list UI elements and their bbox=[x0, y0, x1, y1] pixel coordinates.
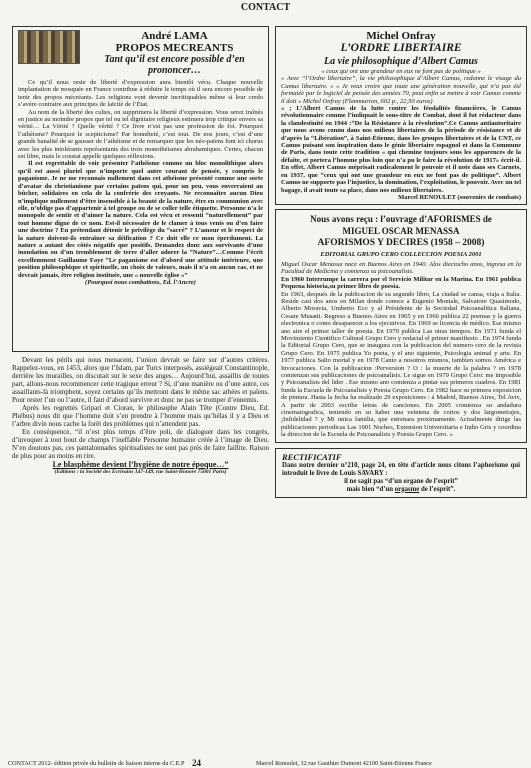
page-header: CONTACT bbox=[240, 2, 291, 13]
onfray-author: Michel Onfray bbox=[366, 30, 436, 42]
footer-right: Marcel Renoulet, 32 rue Gauthier Dumont 42100 Saint-Etienne France bbox=[256, 760, 432, 767]
menassa-paragraph: Miguel Oscar Menassa nace en Buenos Aires en 1940. Alos dieciocho anos, ingresa en la Facultad de Medicina y comienza su psicoanalisis. bbox=[281, 260, 521, 276]
onfray-article-box bbox=[275, 26, 527, 205]
lama-article-box bbox=[12, 26, 269, 352]
rectificatif-line-2 bbox=[282, 486, 520, 494]
rectificatif-line-1: il ne sagit pas “d’un organe de l’esprit” bbox=[344, 477, 458, 485]
menassa-intro: Nous avons reçu : l’ouvrage d’AFORISMES de bbox=[310, 213, 492, 224]
lama-body-paragraph: En conséquence, “il n’est plus temps d’être poli, de dialoguer dans les congrès, d’invoquer à tout bout de champs l’ineffable Personne humaine créée à l’image de Dieu. N’en doutons pas, ces pantalonnades spiritualistes ne sont pas près de faire faillite. Raison de plus pour au moins en rire. bbox=[12, 428, 269, 460]
lama-paragraph: Ce qu’il nous reste de liberté d’expression aura bientôt vécu. Chaque nouvelle implantation de mosquée en France contribue à réduire le temps où il sera encore possible de tenir des propos mécréants. Les religions vont devenir incritiquables même si leur credo s’avère contraire aux principes de laïcité de l’État. bbox=[18, 79, 263, 109]
page-number: 24 bbox=[192, 758, 201, 768]
onfray-epigraph: « ceux qui ont une grandeur en eux ne font pas de politique » bbox=[321, 68, 481, 75]
menassa-book-title: AFORISMOS Y DECIRES (1958 – 2008) bbox=[317, 237, 485, 248]
onfray-paragraph: « Avec “l’Ordre libertaire”, la vie philosophique d’Albert Camus, redonne le visage du Camus libertaire. » « Je veux croire que toute une génération nouvelle, qui n’a pas été formatée par le logiciel de pensée des années 70, peut enfin se mettre à voir Camus comme il doit » Michel Onfray (Flammarion, 602 p., 22,50 euros) bbox=[281, 75, 521, 105]
lama-body-paragraph: Après les regrettés Gripari et Cioran, le philosophe Alain Tête (Contre Dieu, Ed. Phébus) nous dit que l’homme doit s’en prendre à l’homme mais qu’hélas il y a Dieu et l’arbre divin nous cache la forêt des problèmes qui n’attendent pas. bbox=[12, 404, 269, 428]
menassa-paragraph: En 1963, después de la publicacion de su segundo libro, La ciudad se cansa, viaja a Italia. Reside casi dos anos en Milan donde conoce a Eugenio Montale, Salvatore Quasimodo, Alberto Moravia, Umberto Eco y al Présidente de la Sociedad Psicoanalitica Italiana, Cesare Musatti. Regreso a Buenos Aires en 1965 y en 1966 publica 22 poemas y la guerra electronica o como desaparecer a los ejecutivos. En 1969 se licencia de médico. Ese mismo ano aire el primer taller de poesia. En 1970 publica Las otras tiempos. En 1971 funda el Movimiento Cientifico Cultural Grupo Cero y redactal el primer manifiesto . En 1974 funda la Editorial Grupo Cero, que se inaugura con la publicacion del numero cero de la revista Grupo Cero. En 1975 publica Yo poeta, y el ano siguiente, Psicologia animal y arte. En 1977 publica Salto mortal y en 1978 Canto a nosotros mismos, tambien somos América e Invocaciones. Con la publicacion :Perversion ? O : la muerte de la palabra ? en 1978 comienzan sus publicaciones de psicoanalisis. Le sigue en 1979 Grupo Cero: me imposible y Psicoanalisis del lider . Ese mismo ano comienza a pintar sus primeros cuadros. En 1981 funda la Escuela de Psicoanalisis y Poesia Grupo Cero. En 1982 hace su primera exposicion de pintura. Hasta la fecha ha realizado 29 exposiciones : á Madrid, Buenos Aires, Tel Aviv, A partir de 2003 escribe letras de canciones. En 2005 comienza su andadura cinematografica, teniendo en su haber una veintena de cortos y dos largometrajes, ¡Infidelidad ? y Mi unica familia, que estrenara proximamente. Actualmente dirige las publicaciones periodicas Las 1001 Noches, Extension Universitaria e Indio Gris y coordina la direccion de la Escuela de Psicoanalisis y Poesia Grupo Cero. » bbox=[281, 290, 521, 439]
lama-continuation bbox=[12, 356, 269, 476]
lama-body-paragraph: Devant les périls qui nous menacent, l’union devrait se faire sur d’autres critères. Rappelez-vous, en 1453, alors que l’Islam, par Turcs interposés, assiégeait Constantinople, derrière les murailles, on discutait sur le sexe des anges… Aujourd’hui, assaillis de toutes part, allons-nous recommencer cette tragique erreur ? Si, d’une manière ou d’une autre, ces assaillants-là triomphent, soyez certains qu’ils mettront dans le même sac athées et païens. Pour rester l’un ou l’autre, il faut d’abord survivre et donc ne pas se tromper d’ennemis. bbox=[12, 356, 269, 404]
footer-left: CONTACT 2012- édition privée du bulletin de liaison interne du C.E.P bbox=[8, 760, 185, 767]
lama-quote-source: (Pourquoi nous combattons, Ed. l’Ancre) bbox=[85, 278, 196, 286]
rectificatif-box bbox=[275, 448, 527, 498]
lama-title: PROPOS MECREANTS bbox=[115, 42, 234, 54]
menassa-article-box bbox=[275, 209, 527, 443]
lama-paragraph: Il est regrettable de voir présenter l’athéisme comme un bloc monolithique alors qu’il est aussi pluriel que n’importe quel autre courant de pensée, y compris le paganisme. Je ne me reconnais nullement dans cet athéisme présenté comme une sorte d’avatar du christianisme par certains païens qui, pour un peu, vous enverraient au bûcher, solidaires en cela de la confrérie des croyants. Ne reconnaître aucun Dieu n’implique nullement d’être insensible à la beauté de la nature, être en communion avec elle, n’oblige pas d’appartenir à tel groupe ou de se coller telle étiquette. Personne n’a le monopole de sentir et d’aimer la nature. Cela est vécu et ressenti “naturellement” par tout homme digne de ce nom. Est-il nécessaire de le clamer à tous vents ou d’en faire une doctrine ? En prétendant détenir le privilège du “sacré” ? L’amour et le respect de la nature doivent-ils entraîner sa déification ? Ce doit elle ce mon éperdument. La nature a autant des côtés négatifs que positifs. Demandez donc aux survivants d’une inondation ou d’un tremblement de terre d’aller adorer la “Nature”…Comme l’écrit excellemment Guillaume Faye “Le paganisme est d’abord une attitude intérieure, une position philosophique et spirituelle, un choix de valeurs, mais il n’a en aucun cas, et ne devrait jamais, être religion instituée, une « nouvelle église »” bbox=[18, 160, 263, 279]
menassa-author: MIGUEL OSCAR MENASSA bbox=[342, 225, 460, 236]
rectificatif-line-2-start: mais bien “d’un bbox=[346, 485, 395, 493]
right-column bbox=[275, 26, 527, 732]
lama-author: André LAMA bbox=[141, 30, 208, 42]
lama-publisher: (Editions : la Société des Ecrivains 147-149, rue Saint-Honoré 75001 Paris) bbox=[54, 469, 227, 475]
onfray-paragraph: « ; L’Albert Camus de la lutte contre les féodalités financières, le Camus révolutionnaire comme l’indiquait le sous-titre de Combat, dont il fut rédacteur dans la clandestinité en 1944 :“De la Résistance à la révolution”.Ce Camus antiautoritaire que nous avons connu dans nos milieux libertaires de la période de résistance et de d’après la “Libération”, à Saint-Étienne, dans les groupes libertaires et de la CNT, ce Camus puisant son inspiration dans le génie libertaire espagnol et dans la Commune de Paris, dans toute cette tradition « qui chemine toujours sous les apparences de la défaite, et portera l’homme plus loin que n’a pu le faire la révolution de 1917» écrit-il. En effet, Albert Camus méprisait radicalement le pouvoir et il note dans ses Carnets, en 1937, que “ceux qui ont une grandeur en eux ne font pas de politique”. Albert Camus ne supporte pas l’injustice, la domination, l’exploitation, le pouvoir. Avec un tel bagage, il avait toute sa place, dans nos milieux libertaires. bbox=[281, 105, 521, 194]
menassa-paragraph: En 1960 Interrumpe la carrera por el Servicio Militar en la Marina. En 1961 publica Pequena historia,su primer libro de poesia. bbox=[281, 275, 521, 291]
rectificatif-text: Dans notre dernier n°210, page 24, en tête d’article nous citons l’aphorisme qui introduit le livre de Louis SAVARY : bbox=[282, 461, 520, 477]
rectificatif-title: RECTIFICATIF bbox=[282, 451, 342, 462]
onfray-signature: Marcel RENOULET (souvenirs de combats) bbox=[398, 193, 521, 201]
lama-tagline: Tant qu’il est encore possible d’en prononcer… bbox=[104, 54, 245, 76]
onfray-subtitle: La vie philosophique d’Albert Camus bbox=[324, 56, 478, 67]
lama-paragraph: Au nom de la liberté des cultes, on supprimera la liberté d’expression. Vous serez traînés en justice au moindre propos que tel ou tel dignitaire religieux estimera trop critique envers sa vérité… La Vérité ? Quelle vérité ? Ce livre n’est pas une profession de foi. Pourquoi l’athéisme? Pourquoi le scepticisme? Par honnêteté, c’est tout. De nos jours, c’est d’une grande banalité de se gausser de l’athéisme et de remarquer que les néo-païens font ici chorus avec les plus intolérants représentants des trois monothéismes abrahamiques. Certes, chacun est libre, mais le constat appelle quelques réflexions. bbox=[18, 108, 263, 161]
rectificatif-line-2-end: de l’esprit”. bbox=[419, 485, 456, 493]
rectificatif-underlined-word: orgasme bbox=[394, 485, 420, 493]
menassa-editorial: EDITORIAL GRUPO CERO COLLECCION POESIA 2001 bbox=[320, 250, 482, 258]
lama-final-line: Le blasphème devient l’hygiène de notre époque…” bbox=[52, 460, 229, 469]
books-illustration bbox=[18, 30, 80, 64]
left-column bbox=[12, 26, 269, 732]
onfray-title: L’ORDRE LIBERTAIRE bbox=[340, 42, 462, 54]
